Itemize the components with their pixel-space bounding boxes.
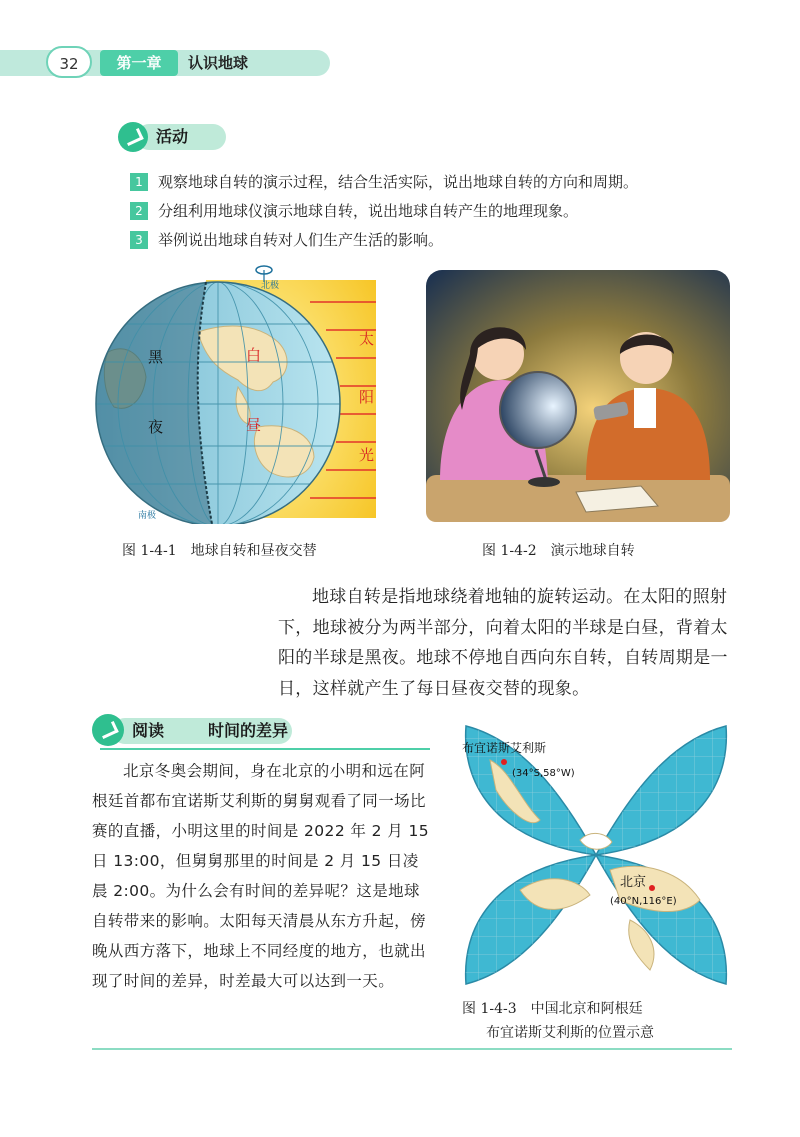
reading-heading [92, 712, 432, 748]
reading-label: 阅读 [132, 721, 165, 740]
reading-underline [100, 748, 430, 750]
activity-item-3 [130, 228, 443, 252]
night-label-1: 黑 [148, 348, 164, 366]
south-pole-label: 南极 [138, 511, 157, 521]
sunlight-label-3: 光 [358, 446, 374, 464]
chapter-title: 认识地球 [188, 54, 249, 72]
beijing-label: 北京 [620, 875, 647, 890]
sunlight-label-1: 太 [358, 330, 374, 348]
activity-icon [118, 122, 148, 152]
bottom-divider [92, 1048, 732, 1050]
figure1-caption: 图 1-4-1 地球自转和昼夜交替 [122, 543, 317, 559]
figure3-caption-line2: 布宜诺斯艾利斯的位置示意 [486, 1025, 654, 1041]
page-number: 32 [46, 46, 92, 78]
main-paragraph: 地球自转是指地球绕着地轴的旋转运动。在太阳的照射下，地球被分为两半部分，向着太阳的半球是白昼，背着太阳的半球是黑夜。地球不停地自西向东自转，自转周期是一日，这样就产生了每日昼夜交替的现象。 [278, 587, 728, 699]
buenos-aires-coord: (34°S,58°W) [512, 768, 575, 779]
reading-text: 北京冬奥会期间，身在北京的小明和远在阿根廷首都布宜诺斯艾利斯的舅舅观看了同一场比赛的直播，小明这里的时间是 2022 年 2 月 15 日 13:00，但舅舅那里的时间是 2 月 15 日凌晨 2:00。为什么会有时间的差异呢？这是地球自转带来的影响。太阳每天清晨从东方升起，傍晚从西方落下，地球上不同经度的地方，也就出现了时间的差异，时差最大可以达到一天。 [92, 762, 429, 990]
figure-demonstration [426, 270, 730, 522]
figure3-caption-line1: 图 1-4-3 中国北京和阿根廷 [462, 1001, 643, 1017]
buenos-aires-marker [501, 759, 507, 765]
activity-item-number: 3 [130, 231, 148, 249]
activity-item-1 [130, 170, 638, 194]
beijing-marker [649, 885, 655, 891]
boy-collar [634, 388, 656, 428]
activity-item-text: 观察地球自转的演示过程，结合生活实际，说出地球自转的方向和周期。 [158, 173, 639, 191]
activity-heading [118, 122, 230, 152]
day-label-1: 白 [246, 346, 262, 364]
page-header [0, 42, 800, 82]
figure-world-map [460, 720, 732, 990]
globe-model [500, 372, 576, 448]
activity-item-text: 分组利用地球仪演示地球自转，说出地球自转产生的地理现象。 [158, 202, 579, 220]
table [426, 475, 730, 522]
day-label-2: 昼 [246, 416, 262, 434]
sunlight-label-2: 阳 [358, 388, 374, 406]
chapter-label: 第一章 [100, 50, 178, 76]
buenos-aires-label: 布宜诺斯艾利斯 [462, 741, 547, 755]
globe-base [528, 477, 560, 487]
activity-item-number: 2 [130, 202, 148, 220]
reading-title: 时间的差异 [208, 721, 289, 740]
figure-earth-day-night [88, 262, 388, 524]
reading-icon [92, 714, 124, 746]
beijing-coord: (40°N,116°E) [610, 896, 677, 907]
night-label-2: 夜 [148, 418, 164, 436]
figure2-caption: 图 1-4-2 演示地球自转 [482, 543, 635, 559]
activity-item-2 [130, 199, 578, 223]
activity-label: 活动 [156, 127, 189, 146]
activity-item-number: 1 [130, 173, 148, 191]
north-pole-label: 北极 [261, 281, 280, 291]
activity-item-text: 举例说出地球自转对人们生产生活的影响。 [158, 231, 444, 249]
